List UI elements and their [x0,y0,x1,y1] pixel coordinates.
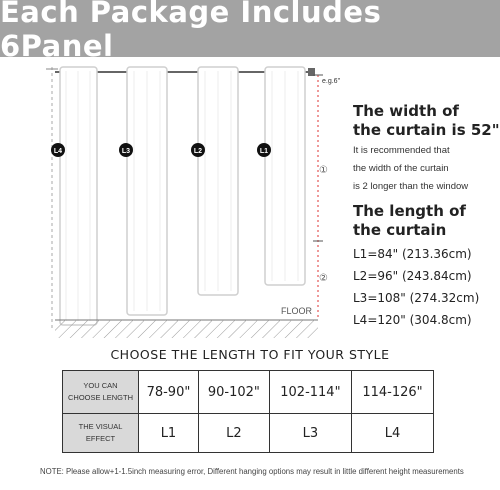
panel-badge-l1 [257,143,271,157]
panel-label-l3: L3 [121,148,131,155]
table-row-effect [63,414,434,453]
row-head-length-line-1: YOU CAN [83,381,118,390]
measurement-note: NOTE: Please allow+1-1.5inch measuring error, Different hanging options may result in little different height measurements [40,467,464,476]
curtain-panel-l4 [60,67,97,325]
table-title: CHOOSE THE LENGTH TO FIT YOUR STYLE [110,347,390,362]
width-heading-line-2: the curtain is 52" [353,121,500,139]
curtain-panel-l3 [127,67,167,315]
panel-badge-l2 [191,143,205,157]
length-item-l2: L2=96" (243.84cm) [353,269,472,283]
width-heading [353,102,500,140]
length-item-l1: L1=84" (213.36cm) [353,247,472,261]
row-head-length-line-2: CHOOSE LENGTH [67,393,133,402]
length-item-l3: L3=108" (274.32cm) [353,291,480,305]
length-heading [353,202,466,240]
marker-2: ② [319,273,328,284]
effect-cell: L4 [351,414,433,453]
row-head-effect-line-1: THE VISUAL [78,422,123,431]
curtain-panel-l1 [265,67,305,285]
width-description [353,142,468,196]
length-heading-line-1: The length of [353,202,466,220]
panel-label-l1: L1 [259,148,269,155]
marker-1: ① [319,165,328,176]
panel-label-l2: L2 [193,148,203,155]
row-head-effect [63,414,139,453]
effect-cell: L3 [269,414,351,453]
width-description-line-1: It is recommended that [353,145,450,156]
effect-cell: L1 [139,414,199,453]
panel-badge-l3 [119,143,133,157]
width-description-line-2: the width of the curtain [353,163,449,174]
row-head-length [63,371,139,414]
length-range-cell: 114-126" [351,371,433,414]
effect-cell: L2 [198,414,269,453]
curtain-panel-l2 [198,67,238,295]
width-heading-line-1: The width of [353,102,459,120]
panel-badge-l4 [51,143,65,157]
panel-label-l4: L4 [53,148,63,155]
width-description-line-3: is 2 longer than the window [353,181,469,192]
length-range-cell: 78-90" [139,371,199,414]
banner-title: Each Package Includes 6Panel [0,0,382,63]
length-table [62,370,434,453]
floor-label: FLOOR [281,306,313,316]
length-range-cell: 102-114" [269,371,351,414]
title-banner [0,0,500,63]
floor-hatch [55,320,318,338]
rod-note: e.g.6" [322,78,341,85]
length-list [353,243,479,331]
length-item-l4: L4=120" (304.8cm) [353,313,472,327]
length-heading-line-2: the curtain [353,221,447,239]
row-head-effect-line-2: EFFECT [85,434,116,443]
table-row-length [63,371,434,414]
length-range-cell: 90-102" [198,371,269,414]
